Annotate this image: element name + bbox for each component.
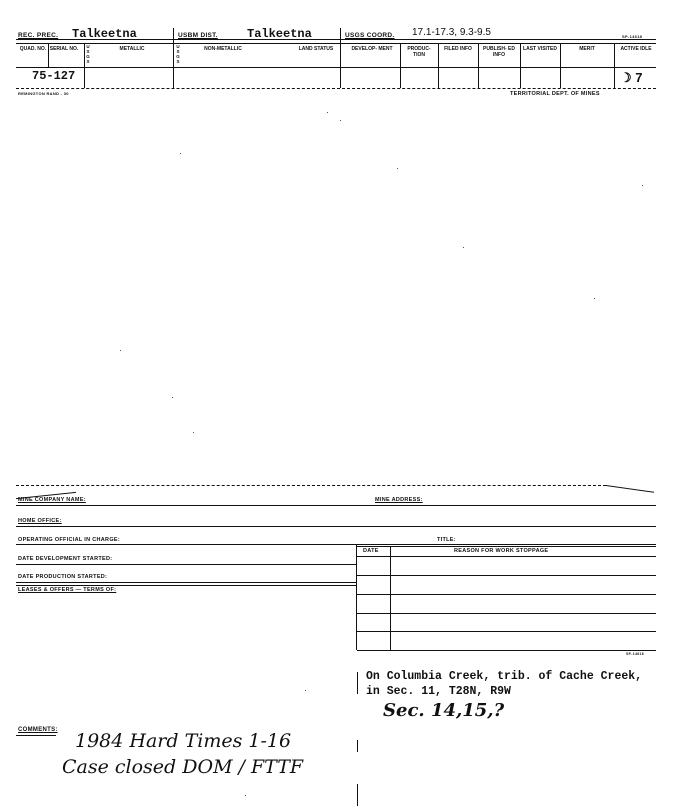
col-active-idle: ACTIVE IDLE xyxy=(620,46,652,52)
stoppage-row-2 xyxy=(357,575,656,576)
col-metallic: METALLIC xyxy=(119,46,145,52)
rec-prec-label: REC. PREC. xyxy=(18,32,59,39)
col-published-info: PUBLISH- ED INFO xyxy=(483,46,515,58)
form-code-top: SP-14618 xyxy=(622,34,643,39)
stoppage-row-4 xyxy=(357,613,656,614)
scan-speck xyxy=(340,120,341,121)
leases-offers-label: LEASES & OFFERS — TERMS OF: xyxy=(18,587,117,593)
lower-card-top-rule xyxy=(16,485,606,486)
stoppage-row-5 xyxy=(357,631,656,632)
location-handwritten: Sec. 14,15,? xyxy=(383,700,505,721)
scan-speck xyxy=(193,432,194,433)
divider-quad-row xyxy=(84,67,85,88)
stoppage-date-divider xyxy=(390,546,391,650)
rec-prec-value: Talkeetna xyxy=(72,27,137,41)
quad-serial-value: 75-127 xyxy=(32,69,76,83)
rule-home-office xyxy=(16,526,656,527)
usgs-coord-value: 17.1-17.3, 9.3-9.5 xyxy=(412,27,491,38)
comments-line-2: Case closed DOM / FTTF xyxy=(62,756,304,778)
date-development-label: DATE DEVELOPMENT STARTED: xyxy=(18,556,113,562)
rule-production xyxy=(16,582,356,583)
scan-speck xyxy=(594,298,595,299)
date-production-label: DATE PRODUCTION STARTED: xyxy=(18,574,108,580)
col-usgs-mark-2: U S G S xyxy=(176,44,180,64)
usgs-coord-label: USGS COORD. xyxy=(345,32,395,39)
stoppage-row-3 xyxy=(357,594,656,595)
lower-card-curl xyxy=(606,485,654,505)
col-merit: MERIT xyxy=(579,46,595,52)
col-last-visited: LAST VISITED xyxy=(523,46,557,52)
rule-development xyxy=(16,564,356,565)
scan-speck xyxy=(305,690,306,691)
comments-rule xyxy=(16,735,56,736)
col-quad-no: QUAD. NO. xyxy=(19,46,47,52)
department-label: TERRITORIAL DEPT. OF MINES xyxy=(510,91,600,97)
stoppage-row-1 xyxy=(357,556,656,557)
location-line-2: in Sec. 11, T28N, R9W xyxy=(366,685,511,698)
stoppage-bottom xyxy=(357,650,656,651)
location-side-rule xyxy=(357,672,358,694)
printer-mark: REMINGTON RAND - 30 xyxy=(18,91,69,96)
rule-company xyxy=(16,505,656,506)
col-non-metallic: NON-METALLIC xyxy=(204,46,242,52)
scan-speck xyxy=(397,168,398,169)
scan-speck xyxy=(463,247,464,248)
location-side-rule-2 xyxy=(357,740,358,752)
scan-speck xyxy=(245,795,246,796)
form-code-lower: SP-14616 xyxy=(626,652,644,656)
divider-usbm xyxy=(173,28,174,88)
usbm-dist-value: Talkeetna xyxy=(247,27,312,41)
scan-speck xyxy=(172,397,173,398)
col-usgs-mark: U S G S xyxy=(86,44,90,64)
location-side-rule-3 xyxy=(357,784,358,806)
title-label: TITLE: xyxy=(437,537,456,543)
operating-official-label: OPERATING OFFICIAL IN CHARGE: xyxy=(18,537,120,543)
comments-line-1: 1984 Hard Times 1-16 xyxy=(75,730,292,752)
scan-speck xyxy=(642,185,643,186)
scan-speck xyxy=(327,112,328,113)
divider-usgs xyxy=(340,28,341,88)
col-filed-info: FILED INFO xyxy=(444,46,472,52)
location-line-1: On Columbia Creek, trib. of Cache Creek, xyxy=(366,670,643,683)
stoppage-date-header: DATE xyxy=(363,548,379,554)
active-idle-value: ☽ 7 xyxy=(620,70,643,85)
col-serial-no: SERIAL NO. xyxy=(49,46,79,52)
rule-production-double xyxy=(16,585,356,586)
card-bottom-rule xyxy=(16,88,656,89)
scan-speck xyxy=(120,350,121,351)
col-development: DEVELOP- MENT xyxy=(351,46,393,52)
mine-company-name-label: MINE COMPANY NAME: xyxy=(18,497,86,503)
stoppage-left-border xyxy=(356,544,357,650)
mine-address-label: MINE ADDRESS: xyxy=(375,497,423,503)
rule-operating xyxy=(16,544,656,545)
usbm-dist-label: USBM DIST. xyxy=(178,32,218,39)
divider-serial xyxy=(48,43,49,67)
scan-speck xyxy=(180,153,181,154)
rule-stoppage-top xyxy=(357,546,656,547)
home-office-label: HOME OFFICE: xyxy=(18,518,62,524)
col-production: PRODUC- TION xyxy=(407,46,431,58)
stoppage-reason-header: REASON FOR WORK STOPPAGE xyxy=(454,548,549,554)
col-land-status: LAND STATUS xyxy=(298,46,334,52)
comments-label: COMMENTS: xyxy=(18,727,58,733)
